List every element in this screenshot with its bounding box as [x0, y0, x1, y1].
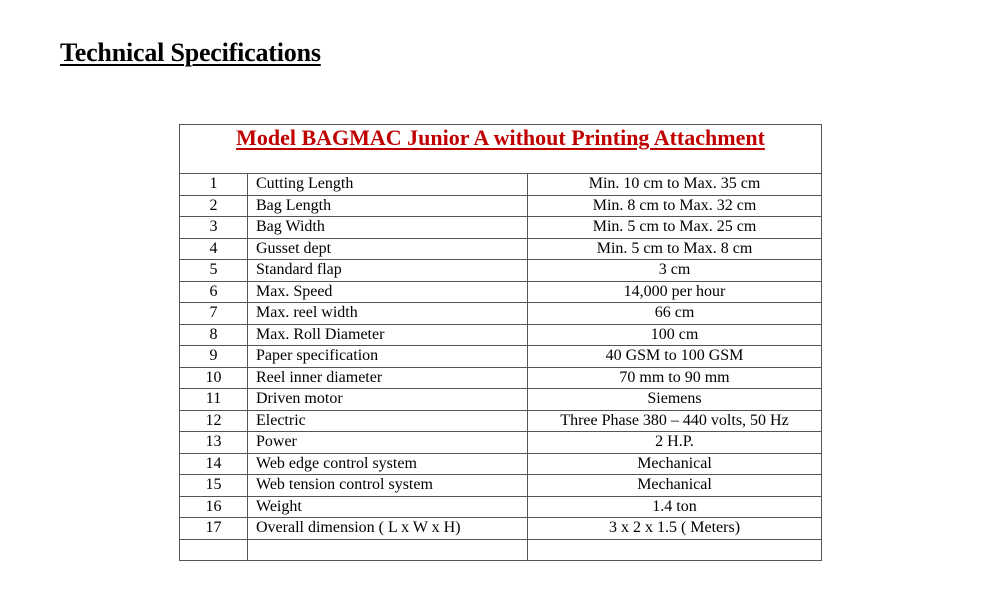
parameter-name: Max. reel width [248, 303, 528, 325]
table-row [180, 195, 822, 217]
row-number [180, 539, 248, 561]
parameter-name: Max. Roll Diameter [248, 324, 528, 346]
parameter-name: Cutting Length [248, 174, 528, 196]
parameter-value: 70 mm to 90 mm [528, 367, 822, 389]
row-number: 15 [180, 475, 248, 497]
parameter-value: Siemens [528, 389, 822, 411]
model-title: Model BAGMAC Junior A without Printing Attachment [236, 125, 765, 150]
table-row [180, 453, 822, 475]
table-row [180, 367, 822, 389]
table-row [180, 496, 822, 518]
parameter-name: Gusset dept [248, 238, 528, 260]
parameter-value: 66 cm [528, 303, 822, 325]
parameter-name: Driven motor [248, 389, 528, 411]
parameter-value: Min. 5 cm to Max. 8 cm [528, 238, 822, 260]
row-number: 12 [180, 410, 248, 432]
page-title: Technical Specifications [60, 38, 321, 67]
row-number: 1 [180, 174, 248, 196]
row-number: 7 [180, 303, 248, 325]
parameter-value: Min. 5 cm to Max. 25 cm [528, 217, 822, 239]
table-row [180, 174, 822, 196]
row-number: 14 [180, 453, 248, 475]
parameter-name: Web tension control system [248, 475, 528, 497]
parameter-value: Mechanical [528, 475, 822, 497]
model-title-cell [180, 125, 822, 174]
row-number: 11 [180, 389, 248, 411]
parameter-value: 3 cm [528, 260, 822, 282]
parameter-name: Web edge control system [248, 453, 528, 475]
parameter-value: Min. 10 cm to Max. 35 cm [528, 174, 822, 196]
parameter-name: Bag Length [248, 195, 528, 217]
parameter-name: Power [248, 432, 528, 454]
row-number: 8 [180, 324, 248, 346]
table-row [180, 217, 822, 239]
parameter-value: 40 GSM to 100 GSM [528, 346, 822, 368]
table-row [180, 389, 822, 411]
row-number: 9 [180, 346, 248, 368]
parameter-name: Electric [248, 410, 528, 432]
spec-table [179, 124, 822, 561]
parameter-value: 100 cm [528, 324, 822, 346]
table-row [180, 539, 822, 561]
parameter-value: Three Phase 380 – 440 volts, 50 Hz [528, 410, 822, 432]
table-row [180, 475, 822, 497]
parameter-value: Mechanical [528, 453, 822, 475]
row-number: 3 [180, 217, 248, 239]
table-row [180, 346, 822, 368]
row-number: 2 [180, 195, 248, 217]
parameter-value: 2 H.P. [528, 432, 822, 454]
parameter-name: Standard flap [248, 260, 528, 282]
parameter-value [528, 539, 822, 561]
table-row [180, 303, 822, 325]
parameter-name: Reel inner diameter [248, 367, 528, 389]
parameter-name: Overall dimension ( L x W x H) [248, 518, 528, 540]
row-number: 10 [180, 367, 248, 389]
table-row [180, 518, 822, 540]
table-row [180, 238, 822, 260]
row-number: 4 [180, 238, 248, 260]
parameter-name: Max. Speed [248, 281, 528, 303]
row-number: 17 [180, 518, 248, 540]
parameter-name: Paper specification [248, 346, 528, 368]
parameter-value: 14,000 per hour [528, 281, 822, 303]
model-title-row [180, 125, 822, 174]
spec-table-body [180, 125, 822, 561]
parameter-name [248, 539, 528, 561]
row-number: 16 [180, 496, 248, 518]
table-row [180, 281, 822, 303]
table-row [180, 410, 822, 432]
table-row [180, 432, 822, 454]
row-number: 6 [180, 281, 248, 303]
parameter-value: 1.4 ton [528, 496, 822, 518]
table-row [180, 324, 822, 346]
parameter-value: 3 x 2 x 1.5 ( Meters) [528, 518, 822, 540]
row-number: 5 [180, 260, 248, 282]
table-row [180, 260, 822, 282]
parameter-name: Weight [248, 496, 528, 518]
row-number: 13 [180, 432, 248, 454]
parameter-value: Min. 8 cm to Max. 32 cm [528, 195, 822, 217]
parameter-name: Bag Width [248, 217, 528, 239]
